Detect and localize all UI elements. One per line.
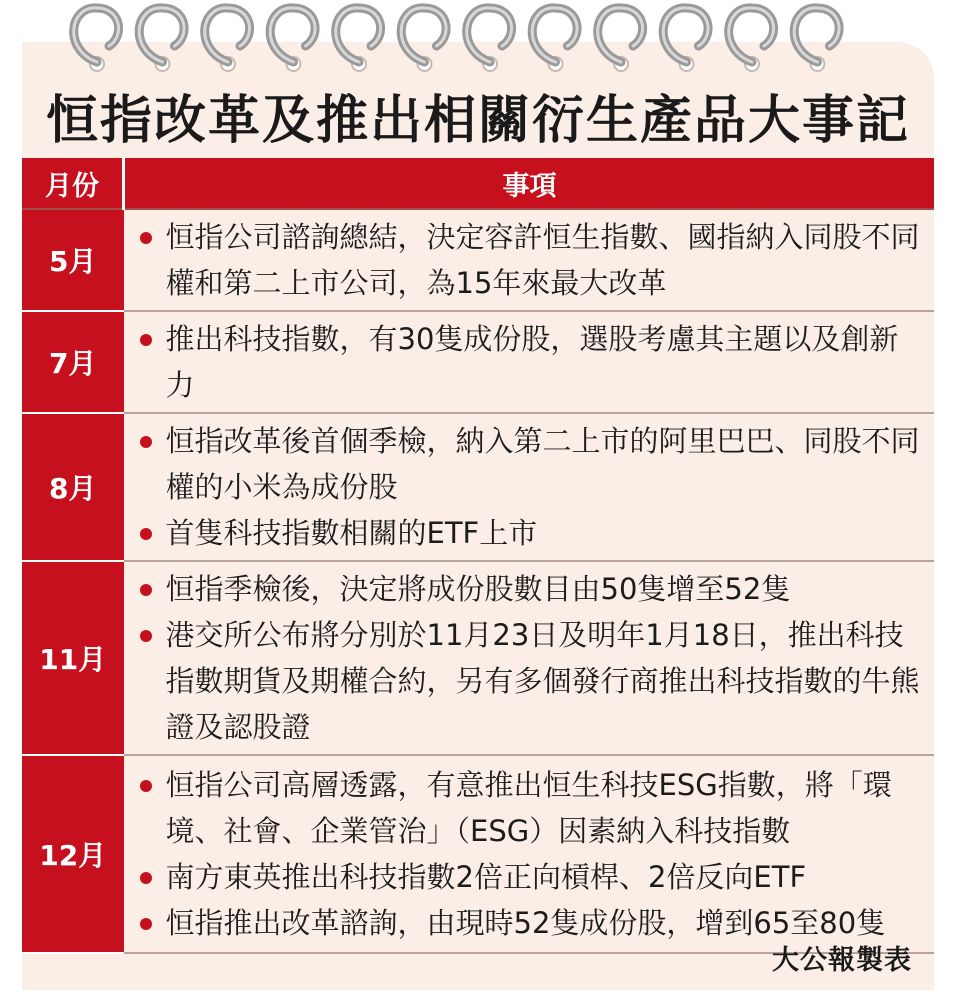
event-list xyxy=(140,566,921,750)
event-text: 南方東英推出科技指數2倍正向槓桿、2倍反向ETF xyxy=(165,860,807,894)
binder-ring-icon xyxy=(663,8,708,71)
bullet-dot-icon xyxy=(140,918,152,930)
event-text: 恒指公司諮詢總結，決定容許恒生指數、國指納入同股不同權和第二上市公司，為15年來最大改革 xyxy=(165,220,920,300)
events-cell xyxy=(124,561,935,755)
table-row xyxy=(22,209,934,311)
bullet-dot-icon xyxy=(140,780,152,792)
list-item xyxy=(140,418,921,510)
events-cell xyxy=(124,413,935,561)
event-list xyxy=(140,762,921,946)
binder-ring-icon xyxy=(794,8,839,71)
events-cell xyxy=(124,209,935,311)
event-text: 恒指季檢後，決定將成份股數目由50隻增至52隻 xyxy=(165,572,791,606)
list-item xyxy=(140,510,921,556)
list-item xyxy=(140,762,921,854)
binder-ring-icon xyxy=(74,8,119,71)
list-item xyxy=(140,566,921,612)
event-text: 首隻科技指數相關的ETF上市 xyxy=(165,516,538,550)
table-body xyxy=(22,209,934,953)
binder-ring-icon xyxy=(598,8,643,71)
list-item xyxy=(140,854,921,900)
event-text: 恒指公司高層透露，有意推出恒生科技ESG指數，將「環境、社會、企業管治」（ESG）因素納入科技指數 xyxy=(165,768,892,848)
list-item xyxy=(140,316,921,408)
events-cell xyxy=(124,311,935,413)
bullet-dot-icon xyxy=(140,436,152,448)
header-month: 月份 xyxy=(22,158,124,209)
binder-ring-icon xyxy=(729,8,774,71)
binder-ring-icon xyxy=(336,8,381,71)
binder-ring-icon xyxy=(532,8,577,71)
event-text: 恒指推出改革諮詢，由現時52隻成份股，增到65至80隻 xyxy=(165,906,886,940)
event-list xyxy=(140,316,921,408)
bullet-dot-icon xyxy=(140,872,152,884)
table-row xyxy=(22,311,934,413)
event-text: 推出科技指數，有30隻成份股，選股考慮其主題以及創新力 xyxy=(165,322,899,402)
binder-ring-icon xyxy=(205,8,250,71)
table-header-row xyxy=(22,158,934,209)
month-cell: 7月 xyxy=(22,311,124,413)
binder-ring-icon xyxy=(139,8,184,71)
list-item xyxy=(140,214,921,306)
event-text: 恒指改革後首個季檢，納入第二上市的阿里巴巴、同股不同權的小米為成份股 xyxy=(165,424,920,504)
month-cell: 8月 xyxy=(22,413,124,561)
binder-ring-icon xyxy=(270,8,315,71)
bullet-dot-icon xyxy=(140,232,152,244)
page-title: 恒指改革及推出相關衍生產品大事記 xyxy=(45,91,910,151)
event-list xyxy=(140,418,921,556)
bullet-dot-icon xyxy=(140,334,152,346)
list-item xyxy=(140,612,921,750)
binder-rings xyxy=(0,0,956,90)
header-events: 事項 xyxy=(124,158,935,209)
events-table xyxy=(22,158,934,954)
event-text: 港交所公布將分別於11月23日及明年1月18日，推出科技指數期貨及期權合約，另有多個發行商推出科技指數的牛熊證及認股證 xyxy=(165,618,920,744)
table-row xyxy=(22,755,934,953)
table-row xyxy=(22,413,934,561)
bullet-dot-icon xyxy=(140,584,152,596)
binder-ring-icon xyxy=(401,8,446,71)
month-cell: 12月 xyxy=(22,755,124,953)
source-credit: 大公報製表 xyxy=(772,945,912,976)
bullet-dot-icon xyxy=(140,528,152,540)
bullet-dot-icon xyxy=(140,630,152,642)
events-cell xyxy=(124,755,935,953)
month-cell: 11月 xyxy=(22,561,124,755)
table-row xyxy=(22,561,934,755)
binder-ring-icon xyxy=(467,8,512,71)
event-list xyxy=(140,214,921,306)
month-cell: 5月 xyxy=(22,209,124,311)
